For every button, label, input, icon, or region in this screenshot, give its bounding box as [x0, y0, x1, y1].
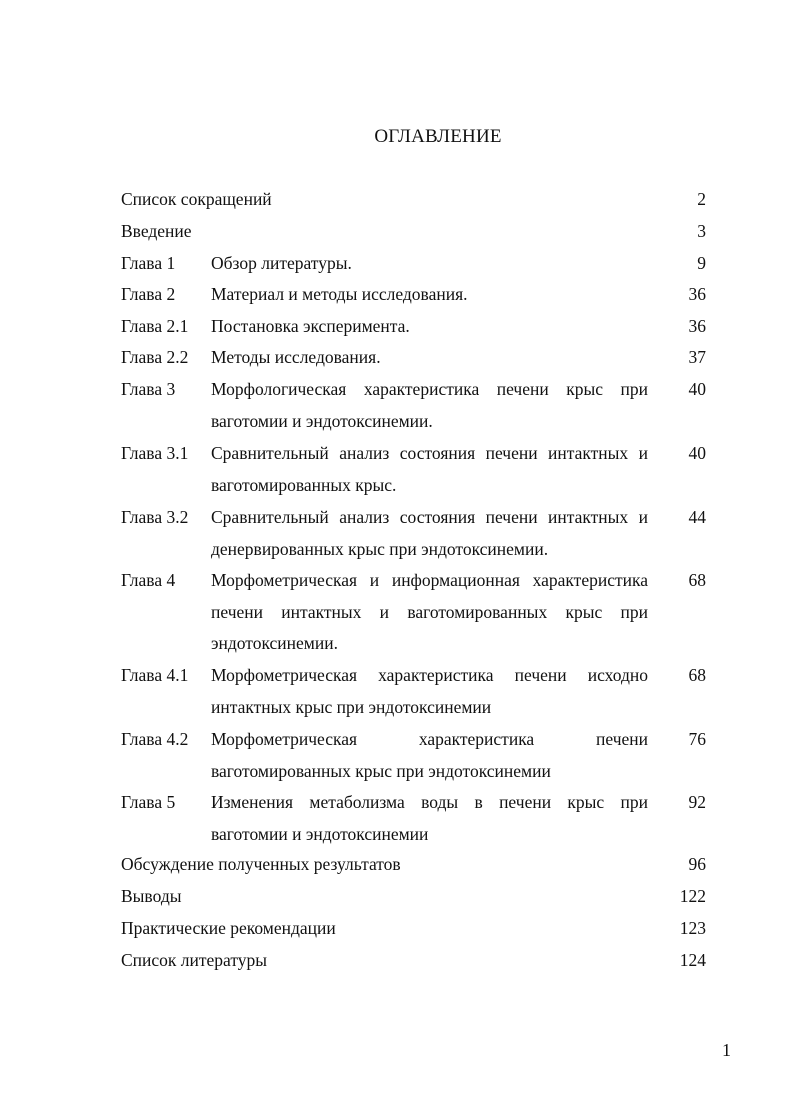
toc-entry-text: Список сокращений: [121, 189, 272, 209]
toc-entry-page: 44: [688, 507, 706, 527]
toc-entry-label: Глава 3.1: [121, 443, 189, 463]
toc-entry-page: 9: [697, 253, 706, 273]
toc-entry-text: Морфометрическая характеристика печени исходно интактных крыс при эндотоксинемии: [211, 665, 648, 717]
toc-entry-text: Методы исследования.: [211, 347, 381, 367]
toc-entry-text: Сравнительный анализ состояния печени интактных и ваготомированных крыс.: [211, 443, 648, 495]
toc-entry-page: 40: [688, 443, 706, 463]
toc-entry-text: Морфологическая характеристика печени крыс при ваготомии и эндотоксинемии.: [211, 379, 648, 431]
toc-entry-page: 3: [697, 221, 706, 241]
toc-entry-text: Постановка эксперимента.: [211, 316, 410, 336]
toc-entry-text: Сравнительный анализ состояния печени интактных и денервированных крыс при эндотоксинемии.: [211, 507, 648, 559]
toc-entry-page: 96: [688, 854, 706, 874]
toc-entry-page: 123: [679, 918, 706, 938]
toc-entry-label: Глава 2.1: [121, 316, 189, 336]
toc-entry-text: Выводы: [121, 886, 182, 906]
toc-entry-text: Практические рекомендации: [121, 918, 336, 938]
toc-entry-text: Введение: [121, 221, 192, 241]
toc-entry-page: 36: [688, 284, 706, 304]
toc-entry-label: Глава 2: [121, 284, 176, 304]
toc-entry-page: 2: [697, 189, 706, 209]
toc-entry-label: Глава 1: [121, 253, 176, 273]
toc-entry-page: 124: [679, 950, 706, 970]
toc-entry-text: Изменения метаболизма воды в печени крыс при ваготомии и эндотоксинемии: [211, 792, 648, 844]
toc-entry-page: 68: [688, 570, 706, 590]
toc-entry-page: 68: [688, 665, 706, 685]
toc-entry-label: Глава 5: [121, 792, 176, 812]
toc-entry-label: Глава 2.2: [121, 347, 189, 367]
toc-entry-text: Морфометрическая и информационная характеристика печени интактных и ваготомированных крыс при эндотоксинемии.: [211, 570, 648, 653]
page-title: ОГЛАВЛЕНИЕ: [374, 126, 502, 147]
toc-entry-page: 40: [688, 379, 706, 399]
toc-entry-text: Морфометрическая характеристика печени ваготомированных крыс при эндотоксинемии: [211, 729, 648, 781]
toc-entry-page: 37: [688, 347, 706, 367]
toc-entry-text: Материал и методы исследования.: [211, 284, 468, 304]
toc-entry-page: 122: [679, 886, 706, 906]
toc-entry-text: Обсуждение полученных результатов: [121, 854, 401, 874]
toc-entry-text: Обзор литературы.: [211, 253, 352, 273]
toc-entry-label: Глава 4.2: [121, 729, 189, 749]
toc-entry-text: Список литературы: [121, 950, 268, 970]
toc-entry-page: 36: [688, 316, 706, 336]
toc-entry-page: 76: [688, 729, 706, 749]
toc-entry-label: Глава 3: [121, 379, 176, 399]
toc-entry-label: Глава 4: [121, 570, 176, 590]
toc-entry-label: Глава 4.1: [121, 665, 189, 685]
toc-entry-label: Глава 3.2: [121, 507, 189, 527]
toc-entry-page: 92: [688, 792, 706, 812]
page-number: 1: [722, 1040, 731, 1060]
